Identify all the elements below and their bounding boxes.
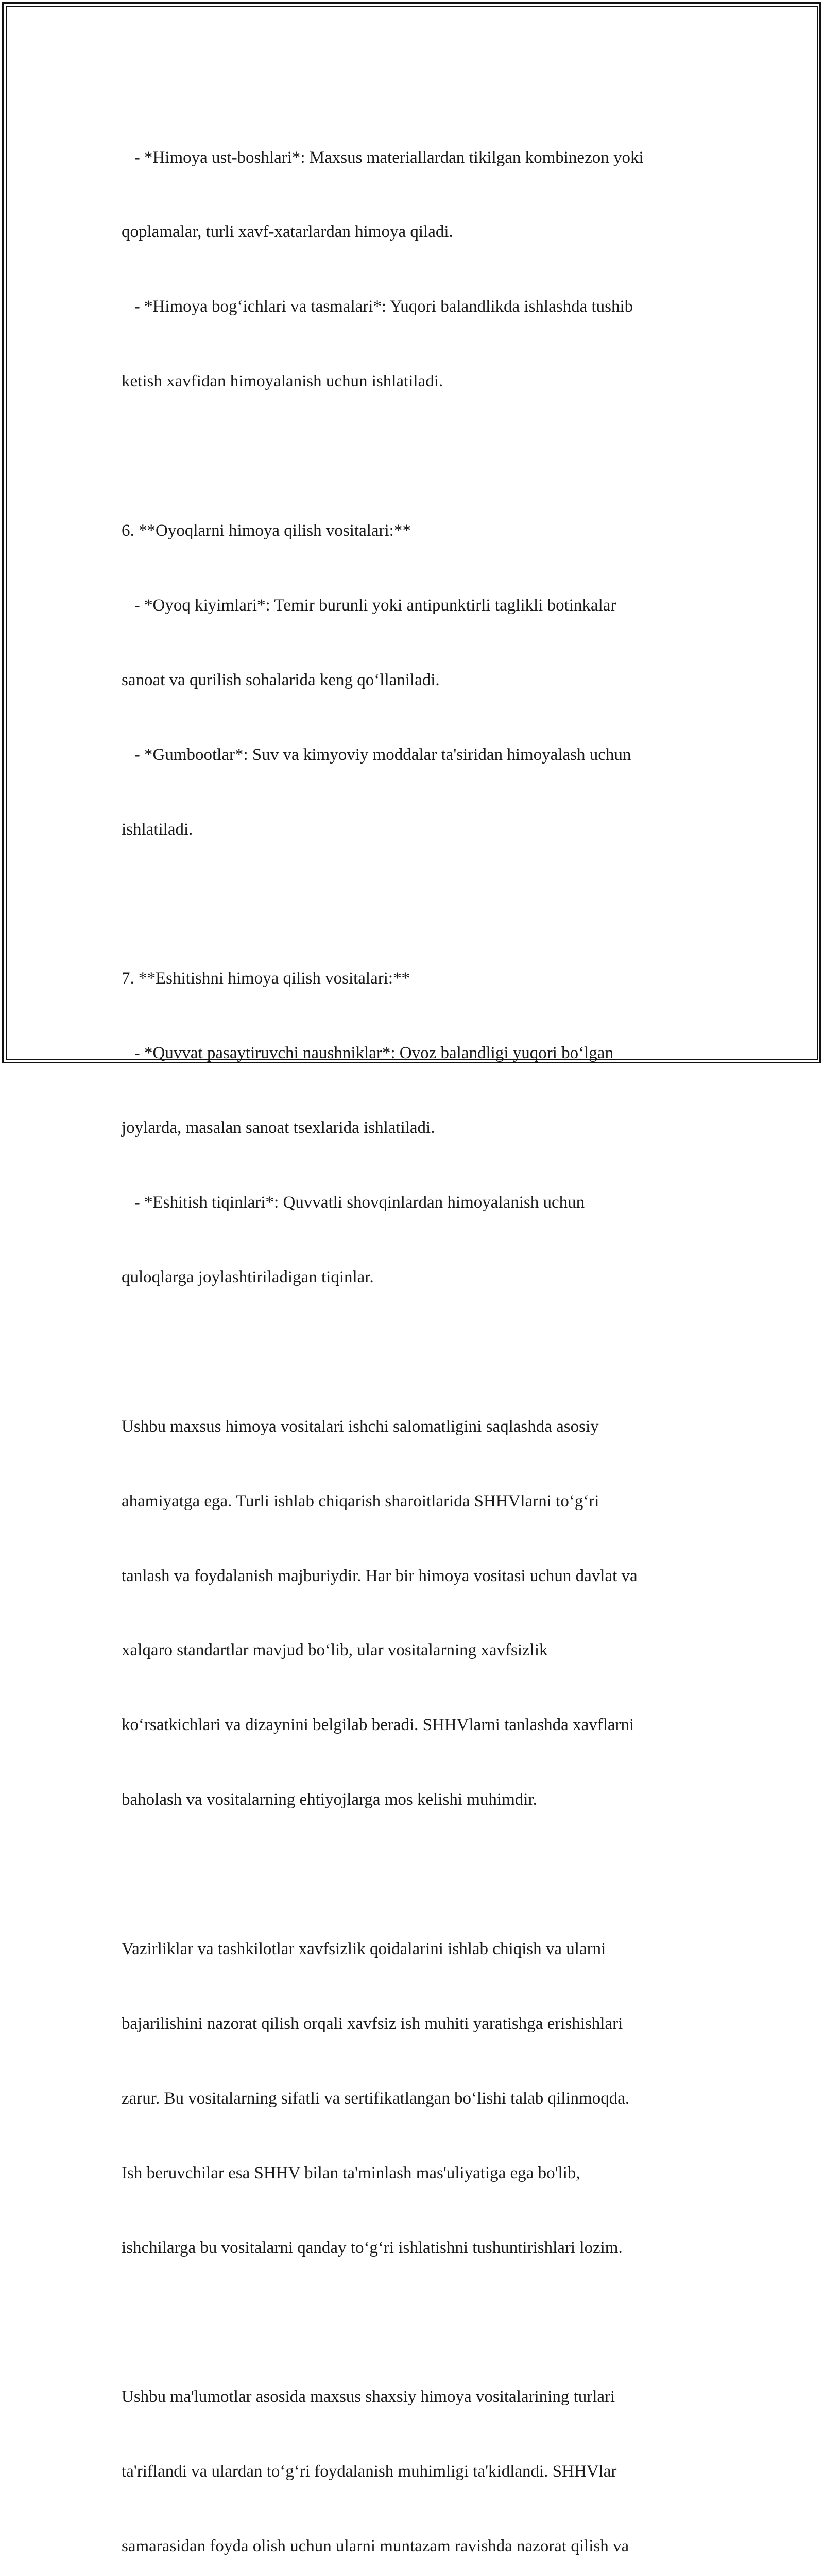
text-line: qoplamalar, turli xavf-xatarlardan himoya qiladi. (122, 223, 453, 242)
paragraph-line: baholash va vositalarning ehtiyojlarga mos kelishi muhimdir. (122, 1790, 537, 1809)
text-line: sanoat va qurilish sohalarida keng qo‘llaniladi. (122, 670, 440, 689)
paragraph-line: Vazirliklar va tashkilotlar xavfsizlik qoidalarini ishlab chiqish va ularni (122, 1939, 606, 1958)
text-line: quloqlarga joylashtiriladigan tiqinlar. (122, 1267, 374, 1286)
text-line: - *Himoya bog‘ichlari va tasmalari*: Yuqori balandlikda ishlashda tushib (122, 297, 633, 316)
text-line: ishlatiladi. (122, 820, 193, 839)
paragraph-line: xalqaro standartlar mavjud bo‘lib, ular vositalarning xavfsizlik (122, 1641, 548, 1660)
paragraph-line: ko‘rsatkichlari va dizaynini belgilab beradi. SHHVlarni tanlashda xavflarni (122, 1716, 634, 1735)
paragraph-line: Ushbu ma'lumotlar asosida maxsus shaxsiy himoya vositalarining turlari (122, 2387, 615, 2406)
paragraph-line: Ushbu maxsus himoya vositalari ishchi salomatligini saqlashda asosiy (122, 1417, 599, 1436)
blank-line (122, 444, 714, 468)
paragraph-line: ishchilarga bu vositalarni qanday to‘g‘ri ishlatishni tushuntirishlari lozim. (122, 2238, 623, 2257)
text-line: - *Quvvat pasaytiruvchi naushniklar*: Ovoz balandligi yuqori bo‘lgan (122, 1044, 613, 1063)
blank-line (122, 1862, 714, 1887)
blank-line (122, 892, 714, 917)
text-line: joylarda, masalan sanoat tsexlarida ishlatiladi. (122, 1118, 435, 1138)
section-heading: 7. **Eshitishni himoya qilish vositalari:** (122, 969, 410, 988)
text-line: - *Himoya ust-boshlari*: Maxsus materiallardan tikilgan kombinezon yoki (122, 148, 644, 167)
text-line: - *Oyoq kiyimlari*: Temir burunli yoki antipunktirli taglikli botinkalar (122, 596, 616, 615)
paragraph-line: bajarilishini nazorat qilish orqali xavfsiz ish muhiti yaratishga erishishlari (122, 2014, 623, 2033)
blank-line (122, 1340, 714, 1364)
document-body (122, 95, 714, 2576)
text-line: - *Gumbootlar*: Suv va kimyoviy moddalar ta'siridan himoyalash uchun (122, 745, 631, 764)
paragraph-line: tanlash va foydalanish majburiydir. Har bir himoya vositasi uchun davlat va (122, 1566, 638, 1585)
paragraph-line: ahamiyatga ega. Turli ishlab chiqarish sharoitlarida SHHVlarni to‘g‘ri (122, 1492, 599, 1511)
blank-line (122, 2310, 714, 2334)
section-heading: 6. **Oyoqlarni himoya qilish vositalari:** (122, 521, 411, 540)
paragraph-line: ta'riflandi va ulardan to‘g‘ri foydalanish muhimligi ta'kidlandi. SHHVlar (122, 2462, 617, 2481)
paragraph-line: Ish beruvchilar esa SHHV bilan ta'minlash mas'uliyatiga ega bo'lib, (122, 2163, 580, 2182)
paragraph-line: zarur. Bu vositalarning sifatli va sertifikatlangan bo‘lishi talab qilinmoqda. (122, 2089, 630, 2108)
text-line: - *Eshitish tiqinlari*: Quvvatli shovqinlardan himoyalanish uchun (122, 1193, 585, 1212)
text-line: ketish xavfidan himoyalanish uchun ishlatiladi. (122, 372, 443, 391)
paragraph-line: samarasidan foyda olish uchun ularni muntazam ravishda nazorat qilish va (122, 2537, 629, 2556)
